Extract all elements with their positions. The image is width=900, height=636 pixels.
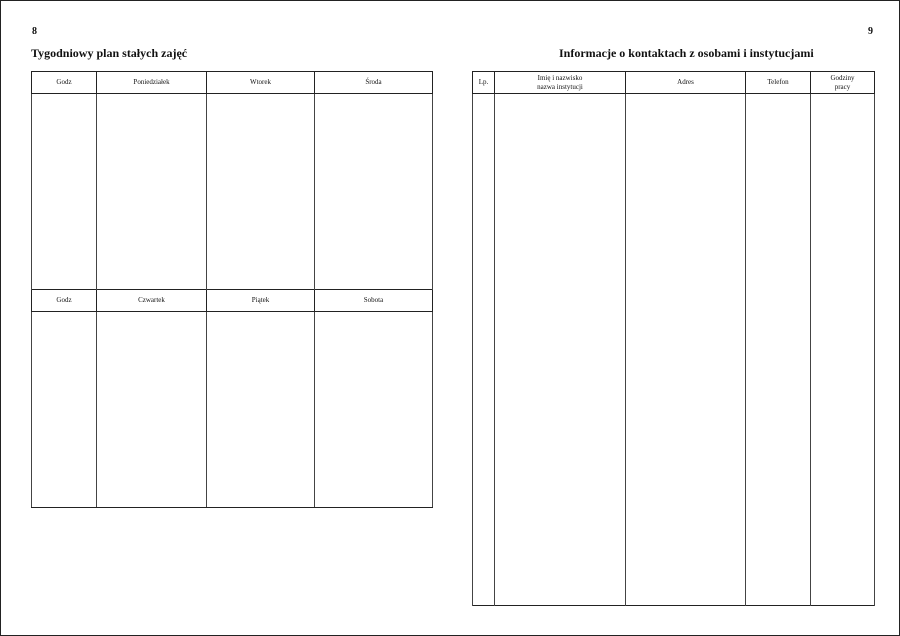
header-hours-line2: pracy bbox=[834, 82, 851, 91]
header-thursday: Czwartek bbox=[97, 290, 207, 312]
cell-friday[interactable] bbox=[207, 312, 315, 508]
header-phone: Telefon bbox=[746, 72, 811, 94]
right-page-title: Informacje o kontaktach z osobami i instytucjami bbox=[559, 46, 814, 60]
cell-tuesday[interactable] bbox=[207, 94, 315, 290]
cell-wednesday[interactable] bbox=[315, 94, 433, 290]
header-wednesday: Środa bbox=[315, 72, 433, 94]
cell-name[interactable] bbox=[495, 94, 626, 606]
left-page-title: Tygodniowy plan stałych zajęć bbox=[31, 46, 188, 60]
cell-hour-top[interactable] bbox=[32, 94, 97, 290]
cell-monday[interactable] bbox=[97, 94, 207, 290]
right-page-number: 9 bbox=[868, 26, 873, 37]
cell-hour-bottom[interactable] bbox=[32, 312, 97, 508]
cell-lp[interactable] bbox=[473, 94, 495, 606]
cell-address[interactable] bbox=[626, 94, 746, 606]
cell-phone[interactable] bbox=[746, 94, 811, 606]
contacts-body-row bbox=[473, 94, 875, 606]
schedule-body-row-top bbox=[32, 94, 433, 290]
cell-thursday[interactable] bbox=[97, 312, 207, 508]
header-lp: Lp. bbox=[473, 72, 495, 94]
contacts-header-row bbox=[473, 72, 875, 94]
header-monday: Poniedziałek bbox=[97, 72, 207, 94]
cell-saturday[interactable] bbox=[315, 312, 433, 508]
header-friday: Piątek bbox=[207, 290, 315, 312]
cell-hours[interactable] bbox=[811, 94, 875, 606]
header-name-line2: nazwa instytucji bbox=[537, 82, 583, 91]
header-tuesday: Wtorek bbox=[207, 72, 315, 94]
contacts-table bbox=[472, 71, 875, 606]
schedule-body-row-bottom bbox=[32, 312, 433, 508]
header-name-line1: Imię i nazwisko bbox=[537, 74, 583, 83]
header-hours bbox=[811, 72, 875, 94]
header-saturday: Sobota bbox=[315, 290, 433, 312]
header-hours-line1: Godziny bbox=[830, 74, 855, 83]
header-address: Adres bbox=[626, 72, 746, 94]
schedule-header-row-top bbox=[32, 72, 433, 94]
header-hour-2: Godz bbox=[32, 290, 97, 312]
left-page-number: 8 bbox=[32, 26, 37, 37]
weekly-schedule-table bbox=[31, 71, 433, 508]
schedule-header-row-bottom bbox=[32, 290, 433, 312]
header-hour: Godz bbox=[32, 72, 97, 94]
header-name bbox=[495, 72, 626, 94]
